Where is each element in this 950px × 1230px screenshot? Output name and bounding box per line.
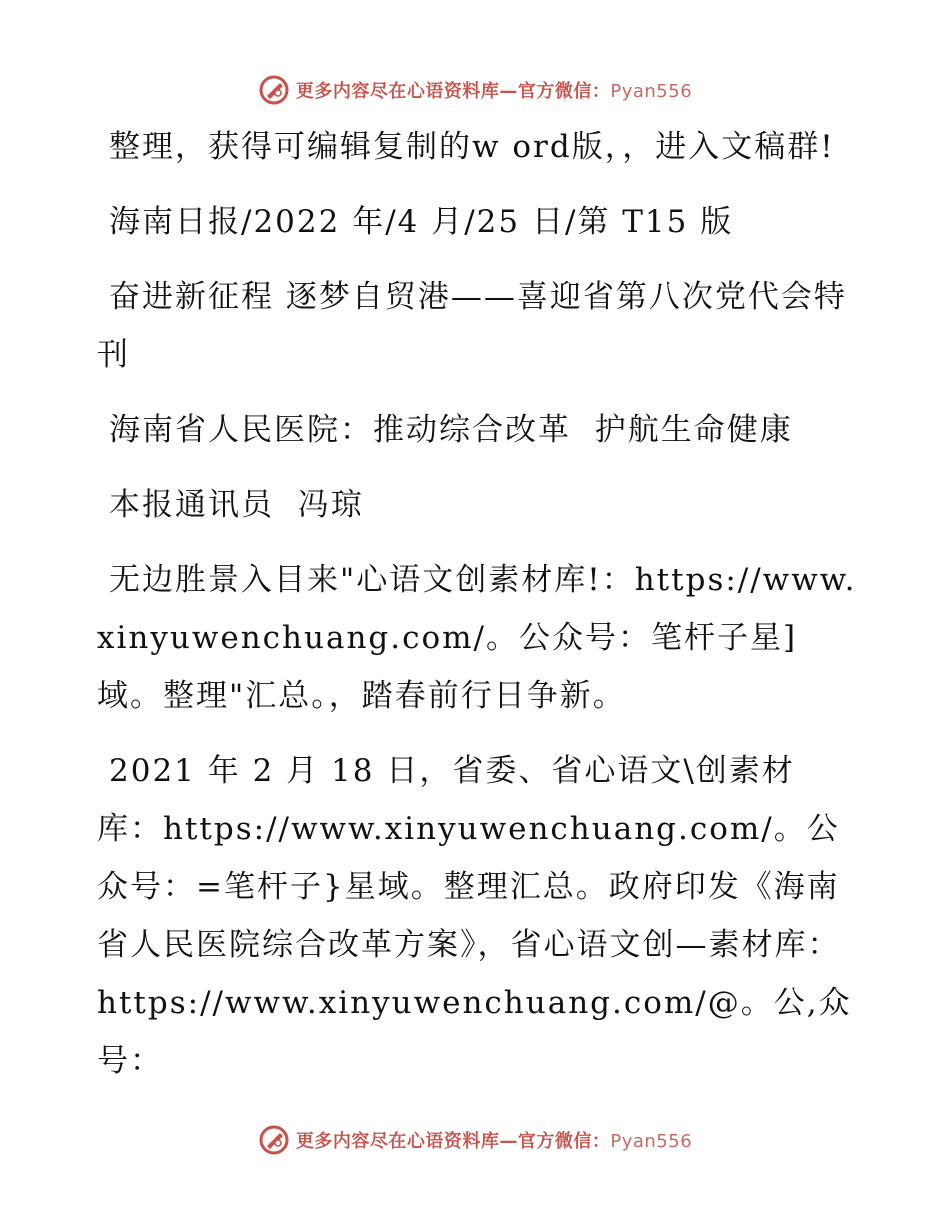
watermark-text: 更多内容尽在心语资料库—官方微信：Pyan556 <box>295 1131 693 1152</box>
paragraph-intro: 整理，获得可编辑复制的w ord版，，进入文稿群! <box>109 129 835 165</box>
paragraph-special-issue: 奋进新征程 逐梦自贸港——喜迎省第八次党代会特刊 <box>97 279 847 373</box>
paragraph-body-2: 2021 年 2 月 18 日，省委、省心语文\创素材库：https://www.xinyuwenchuang.com/。公众号：=笔杆子}星域。整理汇总。政府印发《海南省人民医院综合改革方案》，省心语文创—素材库：https://www.xinyuwenchuang.com/@。公,众号： <box>97 753 852 1079</box>
paragraph-body-1: 无边胜景入目来"心语文创素材库!：https://www.xinyuwenchuang.com/。公众号：笔杆子星]域。整理"汇总。，踏春前行日争新。 <box>97 562 857 714</box>
brand-logo-icon <box>258 74 290 106</box>
header-watermark <box>0 70 950 110</box>
article-title: 海南省人民医院：推动综合改革 护航生命健康 <box>109 412 793 448</box>
paragraph-source: 海南日报/2022 年/4 月/25 日/第 T15 版 <box>109 204 734 240</box>
document-body <box>97 118 857 1107</box>
article-byline: 本报通讯员 冯琼 <box>109 487 364 523</box>
watermark-text: 更多内容尽在心语资料库—官方微信：Pyan556 <box>295 81 693 102</box>
footer-watermark <box>0 1120 950 1160</box>
brand-logo-icon <box>258 1124 290 1156</box>
